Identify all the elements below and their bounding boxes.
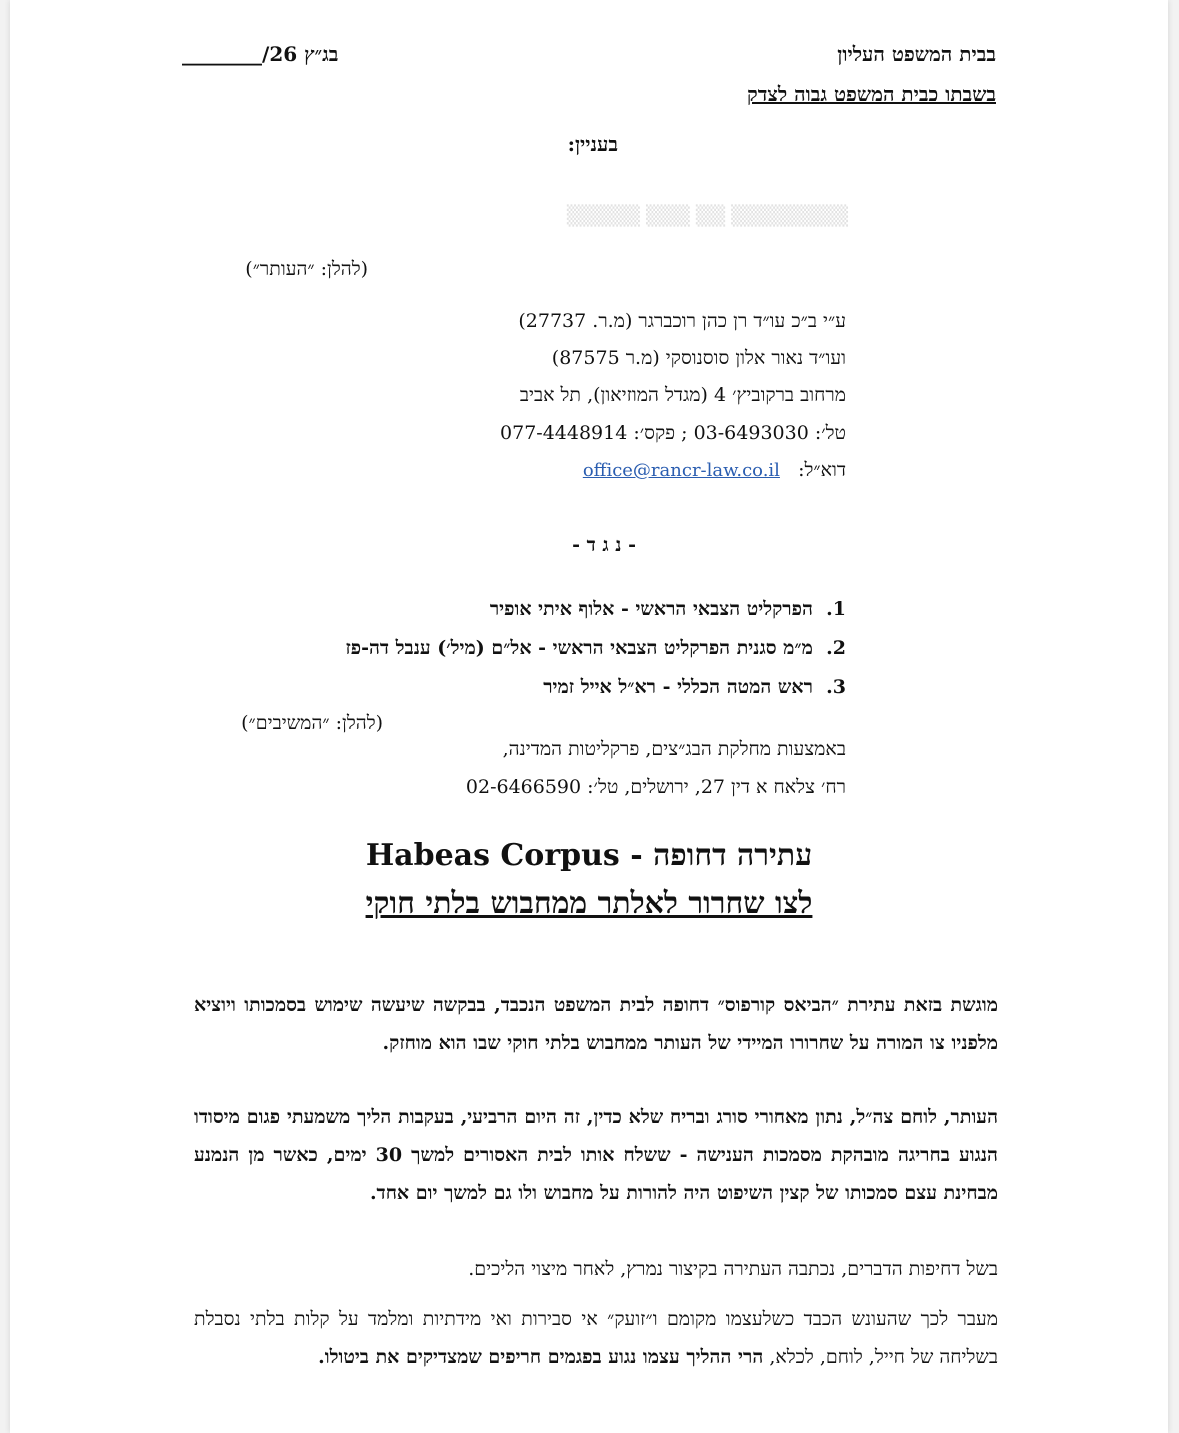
petitioner-phone: טל׳: 03-6493030 ; פקס׳: 077-4448914 xyxy=(500,422,846,444)
document-subtitle: לצו שחרור לאלתר ממחבוש בלתי חוקי xyxy=(365,886,813,921)
body-paragraph-1: מוגשת בזאת עתירת ״הביאס קורפוס״ דחופה לבית המשפט הנכבד, בבקשה שיעשה שימוש בסמכותו ויוציא מלפניו צו המורה על שחרורו המיידי של העותר ממחבוש בלתי חוקי שבו הוא מוחזק. xyxy=(194,994,998,1054)
versus-separator: - נ ג ד - xyxy=(572,534,636,556)
respondent-item: 1. הפרקליט הצבאי הראשי - אלוף איתי אופיר xyxy=(489,598,846,620)
petitioner-name-redacted: ▒▒▒▒▒ ▒▒▒ ▒▒ ▒▒▒▒▒▒▒▒ xyxy=(566,205,848,227)
title-hebrew: עתירה דחופה - xyxy=(630,838,813,873)
email-link[interactable]: office@rancr-law.co.il xyxy=(582,460,780,481)
body-paragraph-3: בשל דחיפות הדברים, נכתבה העתירה בקיצור נמרץ, לאחר מיצוי הליכים. xyxy=(468,1258,998,1280)
body-paragraph-4-bold: הרי ההליך עצמו נגוע בפגמים חריפים שמצדיקים את ביטולו. xyxy=(318,1346,764,1368)
petitioner-counsel-1: ע״י ב״כ עו״ד רן כהן רוכברגר (מ.ר. 27737) xyxy=(518,310,846,332)
body-paragraph-4: מעבר לכך שהעונש הכבד כשלעצמו מקומם ו״זועק״ אי סבירות ואי מידתיות ומלמד על קלות בלתי נסבלת בשליחה של חייל, לוחם, לכלא, הרי ההליך עצמו נגוע בפגמים חריפים שמצדיקים את ביטולו. xyxy=(194,1308,998,1368)
title-latin: Habeas Corpus xyxy=(365,838,620,873)
petitioner-address: מרחוב ברקוביץ׳ 4 (מגדל המוזיאון), תל אביב xyxy=(519,384,846,406)
respondents-address: רח׳ צלאח א דין 27, ירושלים, טל׳: 02-6466590 xyxy=(465,776,846,798)
body-paragraph-2: העותר, לוחם צה״ל, נתון מאחורי סורג ובריח שלא כדין, זה היום הרביעי, בעקבות הליך משמעתי פגום מיסודו הנגוע בחריגה מובהקת מסמכות הענישה - ששלח אותו לבית האסורים למשך 30 ימים, כאשר מן הנמנע מבחינת עצם סמכותו של קצין השיפוט היה להורות על מחבוש ולו גם למשך יום אחד. xyxy=(194,1106,998,1204)
petitioner-counsel-2: ועו״ד נאור אלון סוסנוסקי (מ.ר 87575) xyxy=(551,347,846,369)
email-label: דוא״ל: xyxy=(798,459,846,481)
petitioner-email-row xyxy=(583,459,846,482)
respondents-alias: (להלן: ״המשיבים״) xyxy=(241,712,383,734)
in-matter-heading: בעניין: xyxy=(567,132,618,156)
respondents-via: באמצעות מחלקת הבג״צים, פרקליטות המדינה, xyxy=(502,738,846,760)
petitioner-alias: (להלן: ״העותר״) xyxy=(245,258,368,280)
case-number: בג״ץ 26/________ xyxy=(182,42,339,66)
document-title xyxy=(10,838,1168,873)
court-name: בבית המשפט העליון xyxy=(837,42,996,66)
court-subtitle: בשבתו כבית המשפט גבוה לצדק xyxy=(747,82,996,106)
respondent-item: 3. ראש המטה הכללי - רא״ל אייל זמיר xyxy=(543,676,846,698)
document-page xyxy=(10,0,1168,1433)
respondent-item: 2. מ״מ סגנית הפרקליט הצבאי הראשי - אל״ם (מיל׳) ענבל דה-פז xyxy=(345,637,846,659)
